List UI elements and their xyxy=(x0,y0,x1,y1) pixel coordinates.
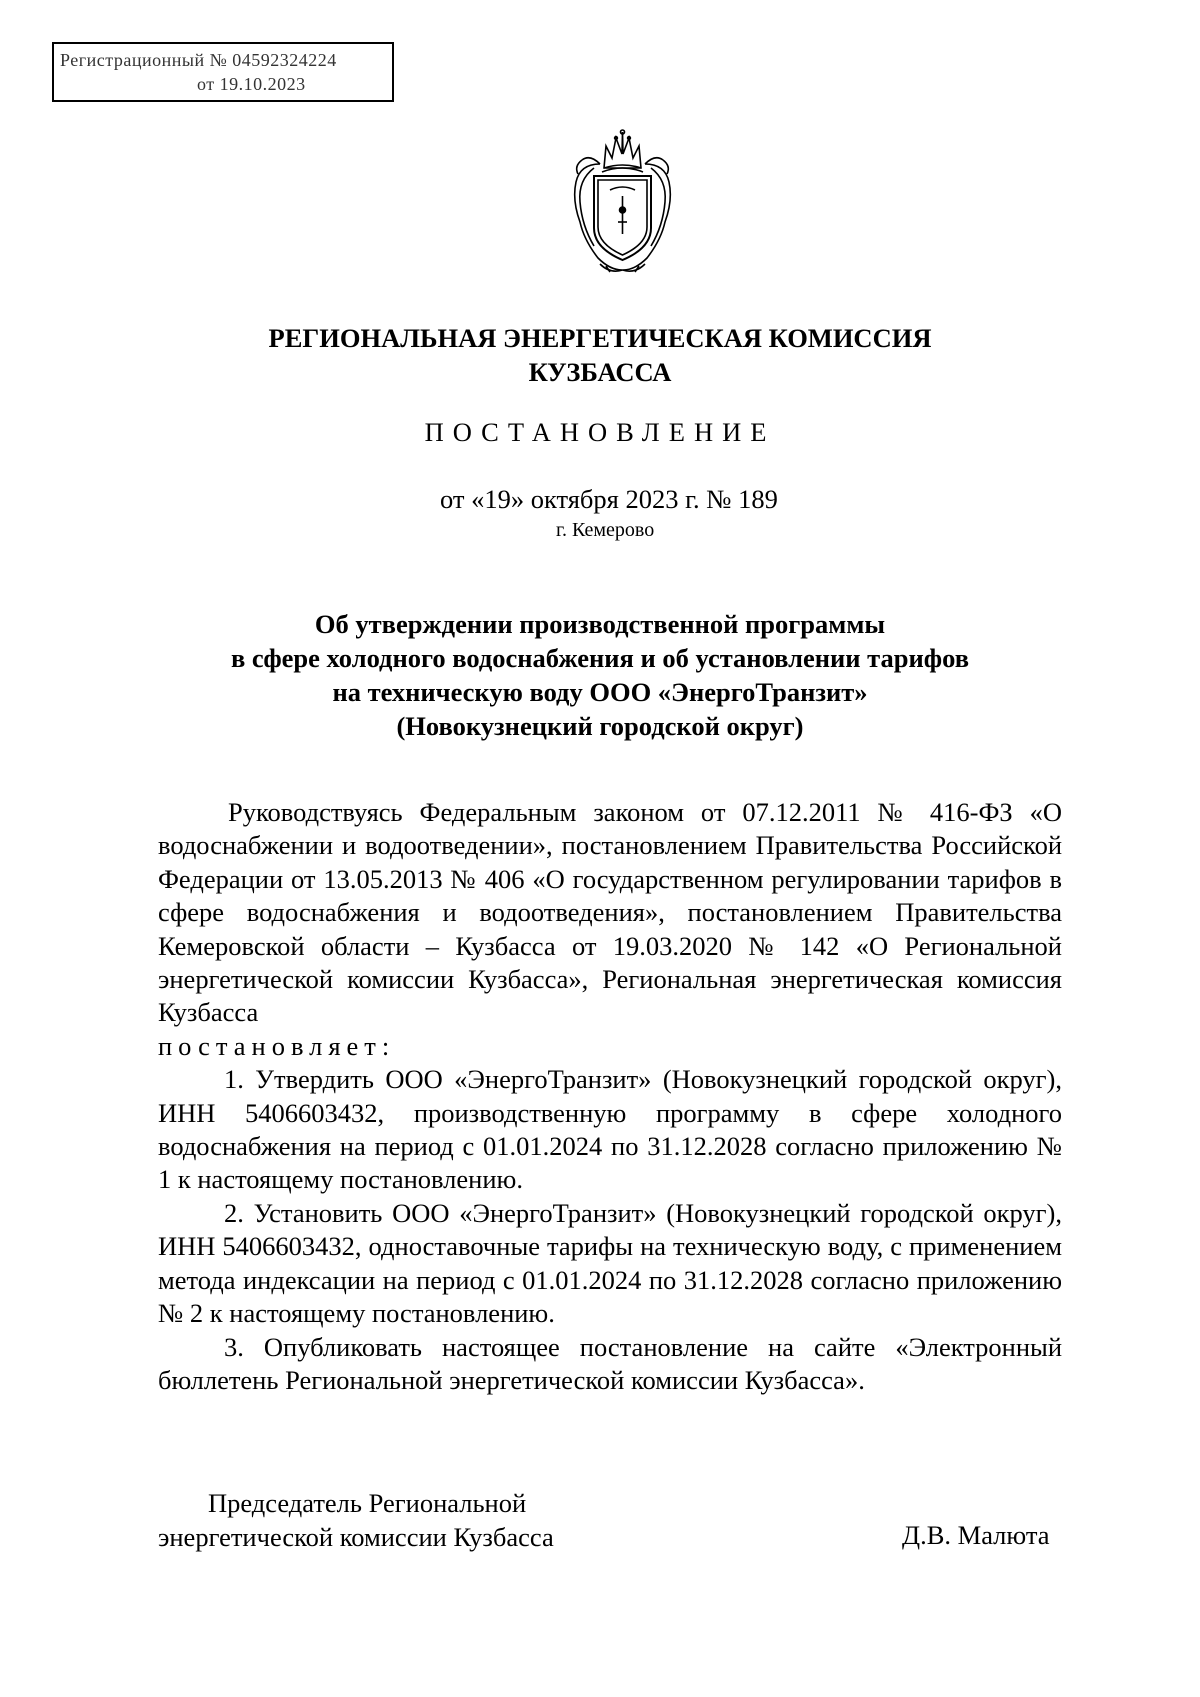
document-body xyxy=(158,796,1062,1397)
document-type: ПОСТАНОВЛЕНИЕ xyxy=(424,417,776,447)
document-city: г. Кемерово xyxy=(556,519,655,541)
signatory-name: Д.В. Малюта xyxy=(902,1520,1050,1550)
registration-date: от 19.10.2023 xyxy=(197,74,306,94)
coat-of-arms-icon xyxy=(560,124,685,276)
organization-title-line1: РЕГИОНАЛЬНАЯ ЭНЕРГЕТИЧЕСКАЯ КОМИССИЯ xyxy=(268,323,932,353)
organization-title xyxy=(0,321,1200,389)
signatory-position xyxy=(158,1486,554,1554)
signatory-position-line1: Председатель Региональной xyxy=(208,1488,527,1518)
item-1-paragraph: 1. Утвердить ООО «ЭнергоТранзит» (Новокузнецкий городской округ), ИНН 5406603432, производственную программу в сфере холодного водоснабжения на период с 01.01.2024 по 31.12.2028 согласно приложению № 1 к настоящему постановлению. xyxy=(158,1064,1062,1195)
document-date-number: от «19» октября 2023 г. № 189 xyxy=(440,484,778,514)
registration-stamp xyxy=(52,42,394,102)
subject-line4: (Новокузнецкий городской округ) xyxy=(396,711,804,741)
item-2-paragraph: 2. Установить ООО «ЭнергоТранзит» (Новокузнецкий городской округ), ИНН 5406603432, одноставочные тарифы на техническую воду, с применением метода индексации на период с 01.01.2024 по 31.12.2028 согласно приложению № 2 к настоящему постановлению. xyxy=(158,1197,1062,1329)
registration-number: Регистрационный № 04592324224 xyxy=(60,50,337,70)
organization-title-line2: КУЗБАССА xyxy=(528,357,672,387)
item-3-paragraph: 3. Опубликовать настоящее постановление на сайте «Электронный бюллетень Региональной энергетической комиссии Кузбасса». xyxy=(158,1331,1062,1395)
preamble-paragraph: Руководствуясь Федеральным законом от 07.12.2011 № 416-ФЗ «О водоснабжении и водоотведении», постановлением Правительства Российской Федерации от 13.05.2013 № 406 «О государственном регулировании тарифов в сфере водоснабжения и водоотведения», постановлением Правительства Кемеровской области – Кузбасса от 19.03.2020 № 142 «О Региональной энергетической комиссии Кузбасса», Региональная энергетическая комиссия Кузбасса xyxy=(158,797,1062,1028)
signatory-position-line2: энергетической комиссии Кузбасса xyxy=(158,1522,554,1552)
document-subject xyxy=(0,607,1200,743)
subject-line2: в сфере холодного водоснабжения и об установлении тарифов xyxy=(230,643,970,673)
subject-line1: Об утверждении производственной программы xyxy=(314,609,886,639)
resolves-word: постановляет: xyxy=(158,1030,396,1061)
subject-line3: на техническую воду ООО «ЭнергоТранзит» xyxy=(332,677,868,707)
